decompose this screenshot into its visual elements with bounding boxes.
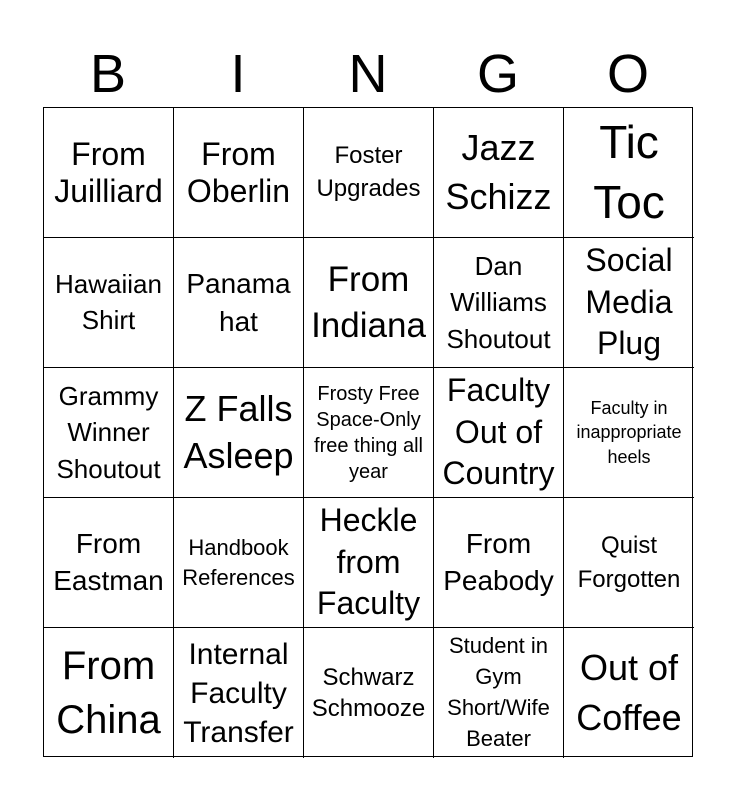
bingo-cell[interactable]	[564, 238, 694, 368]
bingo-cell[interactable]	[44, 108, 174, 238]
bingo-cell[interactable]	[174, 108, 304, 238]
cell-text: Quist Forgotten	[577, 531, 681, 593]
header-letter-g: G	[476, 44, 519, 104]
cell-text: Jazz Schizz	[445, 126, 552, 217]
bingo-cell[interactable]	[434, 628, 564, 758]
cell-text: From Eastman	[53, 528, 164, 596]
cell-text: Out of Coffee	[576, 646, 682, 738]
bingo-cell[interactable]	[304, 498, 434, 628]
bingo-cell[interactable]	[174, 498, 304, 628]
bingo-cell[interactable]	[174, 368, 304, 498]
cell-text: Heckle from Faculty	[316, 502, 421, 622]
bingo-cell[interactable]	[44, 238, 174, 368]
bingo-cell[interactable]	[434, 108, 564, 238]
bingo-cell[interactable]	[434, 368, 564, 498]
cell-text: Foster Upgrades	[316, 142, 421, 202]
cell-text: Frosty Free Space-Only free thing all year	[314, 382, 423, 483]
bingo-cell[interactable]	[44, 628, 174, 758]
cell-text: Faculty Out of Country	[442, 372, 555, 492]
bingo-cell[interactable]	[174, 238, 304, 368]
bingo-cell[interactable]	[434, 238, 564, 368]
cell-text: From Peabody	[443, 528, 554, 596]
bingo-cell[interactable]	[304, 108, 434, 238]
bingo-cell[interactable]	[44, 498, 174, 628]
cell-text: Internal Faculty Transfer	[183, 637, 294, 749]
cell-text: From China	[56, 644, 161, 742]
bingo-cell[interactable]	[174, 628, 304, 758]
bingo-cell[interactable]	[304, 368, 434, 498]
cell-text: From Juilliard	[54, 135, 163, 209]
bingo-cell[interactable]	[564, 498, 694, 628]
header-letter-b: B	[89, 44, 127, 104]
cell-text: From Indiana	[311, 260, 426, 345]
header-letter-o: O	[606, 44, 649, 104]
cell-text: Social Media Plug	[585, 242, 673, 362]
cell-text: Hawaiian Shirt	[55, 269, 162, 335]
cell-text: Z Falls Asleep	[183, 387, 294, 476]
bingo-cell[interactable]	[304, 238, 434, 368]
cell-text: From Oberlin	[186, 135, 291, 209]
cell-text: Student in Gym Short/Wife Beater	[447, 633, 550, 751]
bingo-cell[interactable]	[564, 368, 694, 498]
bingo-cell[interactable]	[434, 498, 564, 628]
cell-text: Dan Williams Shoutout	[446, 250, 551, 354]
bingo-cell[interactable]	[564, 108, 694, 238]
bingo-header	[43, 40, 693, 108]
bingo-cell[interactable]	[44, 368, 174, 498]
cell-text: Handbook References	[182, 534, 295, 590]
bingo-grid	[43, 107, 693, 757]
bingo-cell[interactable]	[304, 628, 434, 758]
cell-text: Grammy Winner Shoutout	[56, 380, 161, 484]
cell-text: Faculty in inappropriate heels	[576, 398, 682, 467]
header-letter-n: N	[348, 44, 388, 104]
cell-text: Panama hat	[186, 267, 291, 337]
cell-text: Schwarz Schmooze	[311, 663, 426, 722]
bingo-cell[interactable]	[564, 628, 694, 758]
cell-text: Tic Toc	[593, 115, 665, 228]
header-letter-i: I	[230, 44, 246, 104]
